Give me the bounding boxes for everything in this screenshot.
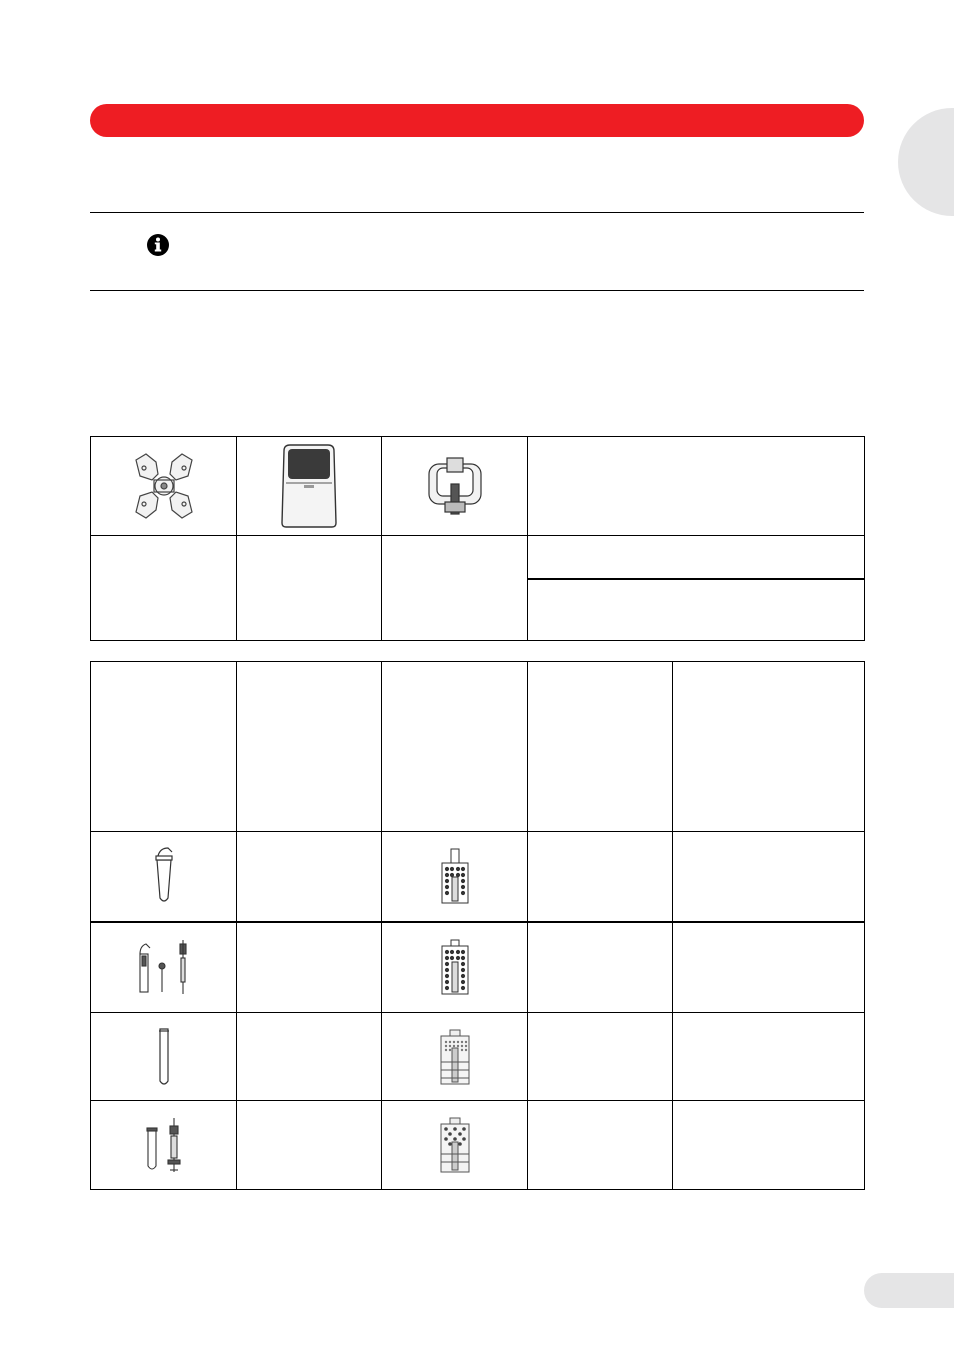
carrier-label [382,536,528,641]
plate-carrier-icon [425,454,485,518]
info-icon [147,234,169,256]
header-cell [382,662,528,832]
carrier-image-cell [382,437,528,536]
places-cell [528,922,673,1013]
cryo-tube-set-icon [136,938,192,996]
rotor-description [528,437,865,536]
page-number-tab [864,1273,954,1308]
adapter-grid-icon [438,1028,472,1086]
order-number-cell [673,1013,865,1101]
capacity-cell [237,922,382,1013]
tube-adapter-table [90,661,865,1190]
note-bottom-rule [90,290,864,291]
section-header-bar [90,104,864,137]
table-row [91,1013,865,1101]
capacity-cell [237,1101,382,1190]
capacity-cell [237,1013,382,1101]
rotor-table [90,436,865,641]
rotor-label [91,536,237,641]
order-number-cell [673,922,865,1013]
note-top-rule [90,212,864,213]
rotor-info-cell-1 [528,536,865,579]
header-cell [91,662,237,832]
swing-bucket-rotor-icon [128,450,200,522]
capacity-cell [237,832,382,922]
places-cell [528,1013,673,1101]
header-cell [673,662,865,832]
adapter-diamond-icon [438,1116,472,1174]
places-cell [528,832,673,922]
table-header-row [91,662,865,832]
bucket-image-cell [237,437,382,536]
table-row [91,832,865,922]
header-cell [528,662,673,832]
round-tube-icon [156,1027,172,1087]
rotor-info-cell-2 [528,579,865,641]
order-number-cell [673,1101,865,1190]
header-cell [237,662,382,832]
adapter-32-icon [439,938,471,996]
microtube-icon [152,846,176,906]
vacutainer-set-icon [142,1116,186,1174]
order-number-cell [673,832,865,922]
places-cell [528,1101,673,1190]
table-row [91,1101,865,1190]
adapter-24-icon [439,847,471,905]
chapter-edge-tab [898,108,954,216]
rotor-image-cell [91,437,237,536]
round-bucket-icon [278,443,340,529]
table-row [91,922,865,1013]
bucket-label [237,536,382,641]
